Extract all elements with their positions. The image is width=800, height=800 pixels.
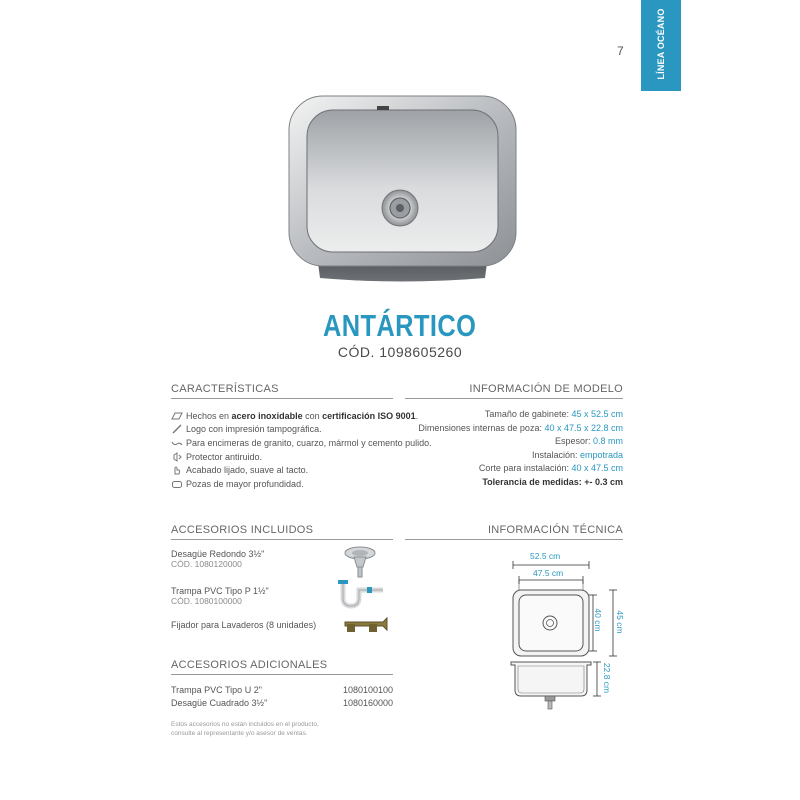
accessory-code: CÓD. 1080120000 [171,559,242,569]
page-number: 7 [617,44,624,58]
sink-photo [285,90,520,285]
technical-info-heading: INFORMACIÓN TÉCNICA [487,524,623,536]
included-accessories-heading: ACCESORIOS INCLUIDOS [171,524,314,536]
divider [171,539,393,540]
p-trap-icon [333,578,388,610]
accessory-item [171,586,269,606]
accessory-item [171,620,316,630]
list-item: Logo con impresión tampográfica. [171,423,432,437]
pen-icon [171,424,183,434]
accessory-name: Desagüe Cuadrado 3½" [171,698,268,708]
divider [171,674,393,675]
outer-width-label: 52.5 cm [530,551,561,561]
steel-icon [171,411,183,421]
technical-drawing [505,550,635,720]
model-info-heading: INFORMACIÓN DE MODELO [469,383,623,395]
inner-width-label: 47.5 cm [533,568,564,578]
sink-bowl [307,110,498,252]
spec-row: Espesor: 0.8 mm [554,436,623,447]
additional-accessory-row [171,685,393,695]
accessory-name: Trampa PVC Tipo U 2" [171,685,262,695]
depth-label: 22.8 cm [602,662,612,694]
accessory-name: Desagüe Redondo 3½" [171,549,265,559]
list-item: Acabado lijado, suave al tacto. [171,463,432,477]
hand-icon [171,465,183,475]
spec-row: Instalación: empotrada [531,449,623,460]
top-view-bowl [519,595,583,651]
product-code: CÓD. 1098605260 [337,344,463,360]
countertop-icon [171,438,183,448]
bowl-icon [171,479,183,489]
list-item: Hechos en acero inoxidable con certificación ISO 9001 . [171,409,432,423]
accessory-item [171,549,264,569]
additional-accessory-row [171,698,393,708]
model-info-list [418,409,623,491]
line-tab-label: LÍNEA OCÉANO [656,8,666,80]
accessory-code: 1080160000 [342,698,393,708]
divider [171,398,393,399]
shield-icon [171,452,183,462]
divider [405,398,623,399]
accessory-code: CÓD. 1080100000 [171,596,242,606]
characteristics-list [171,409,432,491]
spec-row: Tamaño de gabinete: 45 x 52.5 cm [484,409,623,419]
divider [405,539,623,540]
characteristics-heading: CARACTERÍSTICAS [171,383,279,395]
accessory-name: Fijador para Lavaderos (8 unidades) [171,620,317,630]
accessory-name: Trampa PVC Tipo P 1½" [171,586,269,596]
accessory-code: 1080100100 [342,685,393,695]
spec-row: Dimensiones internas de poza: 40 x 47.5 x 22.8 cm [418,422,623,433]
spec-row: Corte para instalación: 40 x 47.5 cm [478,463,623,474]
spec-row: Tolerancia de medidas: +- 0.3 cm [482,476,623,487]
inner-height-label: 40 cm [593,608,603,632]
additional-accessories-heading: ACCESORIOS ADICIONALES [171,659,328,671]
sink-clip-icon [343,616,389,634]
list-item: Pozas de mayor profundidad. [171,477,432,491]
list-item: Para encimeras de granito, cuarzo, mármol y cemento pulido. [171,436,432,450]
side-view [511,662,591,696]
round-drain-icon [342,545,378,579]
accessories-note: Estos accesorios no están incluidos en el producto, consulte al representante y/o asesor de ventas. [171,721,319,737]
outer-height-label: 45 cm [615,610,625,634]
list-item: Protector antiruido. [171,450,432,464]
line-tab [641,0,681,91]
product-title: ANTÁRTICO [322,308,477,343]
